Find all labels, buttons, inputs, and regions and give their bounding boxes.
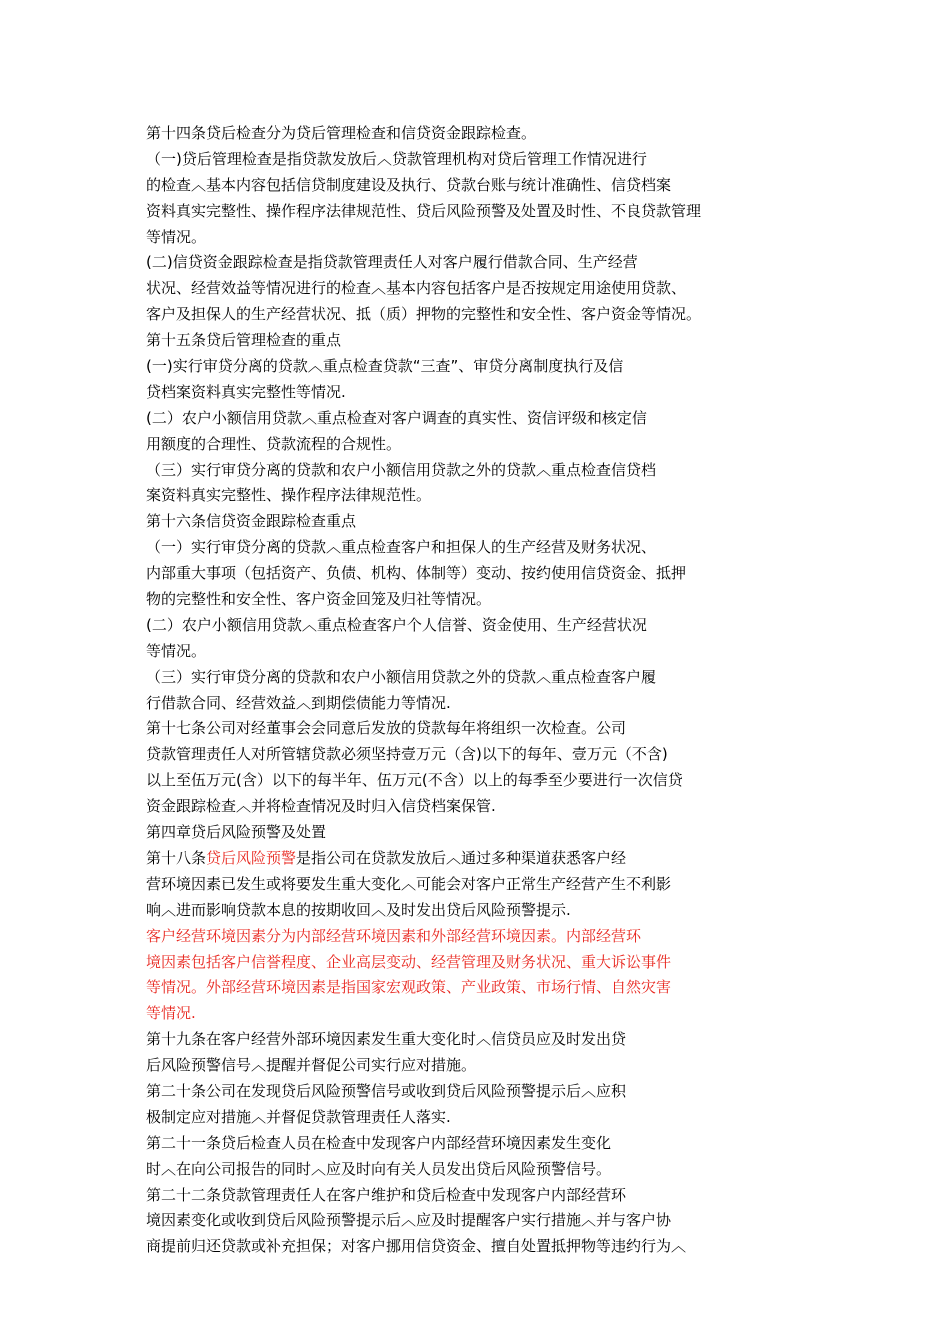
text-line [146, 483, 786, 509]
text-line [146, 250, 786, 276]
text-line [146, 121, 786, 147]
text-segment: 时︿在向公司报告的同时︿应及时向有关人员发出贷后风险预警信号。 [146, 1159, 612, 1178]
text-segment: 后风险预警信号︿提醒并督促公司实行应对措施。 [146, 1056, 477, 1075]
text-segment: （三）实行审贷分离的贷款和农户小额信用贷款之外的贷款︿重点检查信贷档 [146, 460, 657, 479]
text-segment: (一)实行审贷分离的贷款︿重点检查贷款“三查”、审贷分离制度执行及信 [146, 357, 624, 376]
text-line [146, 561, 786, 587]
text-segment: 客户经营环境因素分为内部经营环境因素和外部经营环境因素。内部经营环 [146, 926, 642, 945]
text-line [146, 354, 786, 380]
text-line [146, 535, 786, 561]
text-segment: 第二十二条贷款管理责任人在客户维护和贷后检查中发现客户内部经营环 [146, 1185, 627, 1204]
text-segment: （一）实行审贷分离的贷款︿重点检查客户和担保人的生产经营及财务状况、 [146, 538, 657, 557]
text-line [146, 1234, 786, 1260]
text-line [146, 1079, 786, 1105]
text-line [146, 380, 786, 406]
text-line [146, 794, 786, 820]
text-segment: 贷款管理责任人对所管辖贷款必须坚持壹万元（含)以下的每年、壹万元（不含) [146, 745, 668, 764]
text-segment: 是指公司在贷款发放后︿通过多种渠道获悉客户经 [296, 848, 627, 867]
text-segment: 响︿进而影响贷款本息的按期收回︿及时发出贷后风险预警提示. [146, 900, 571, 919]
text-segment: 境因素包括客户信誉程度、企业高层变动、经营管理及财务状况、重大诉讼事件 [146, 952, 672, 971]
text-line [146, 173, 786, 199]
text-segment: 的检查︿基本内容包括信贷制度建设及执行、贷款台账与统计准确性、信贷档案 [146, 175, 672, 194]
text-segment: (二）农户小额信用贷款︿重点检查对客户调查的真实性、资信评级和核定信 [146, 408, 647, 427]
text-segment: (二）农户小额信用贷款︿重点检查客户个人信誉、资金使用、生产经营状况 [146, 615, 647, 634]
text-line [146, 302, 786, 328]
text-line [146, 924, 786, 950]
text-line [146, 742, 786, 768]
text-line [146, 276, 786, 302]
text-segment: 内部重大事项（包括资产、负债、机构、体制等）变动、按约使用信贷资金、抵押 [146, 564, 687, 583]
text-segment: 贷档案资料真实完整性等情况. [146, 382, 346, 401]
text-segment: 行借款合同、经营效益︿到期偿债能力等情况. [146, 693, 451, 712]
text-segment: 状况、经营效益等情况进行的检查︿基本内容包括客户是否按规定用途使用贷款、 [146, 279, 687, 298]
text-line [146, 1105, 786, 1131]
text-segment: （三）实行审贷分离的贷款和农户小额信用贷款之外的贷款︿重点检查客户履 [146, 667, 657, 686]
text-segment: 极制定应对措施︿并督促贷款管理责任人落实. [146, 1107, 451, 1126]
text-segment: 第十四条贷后检查分为贷后管理检查和信贷资金跟踪检查。 [146, 124, 537, 142]
text-line [146, 665, 786, 691]
text-segment: 第十九条在客户经营外部环境因素发生重大变化时︿信贷员应及时发出贷 [146, 1030, 627, 1049]
text-line [146, 1053, 786, 1079]
text-segment: 第二十一条贷后检查人员在检查中发现客户内部经营环境因素发生变化 [146, 1133, 612, 1152]
text-segment: 营环境因素已发生或将要发生重大变化︿可能会对客户正常生产经营产生不利影 [146, 874, 672, 893]
text-line [146, 1183, 786, 1209]
text-line [146, 587, 786, 613]
text-line [146, 458, 786, 484]
text-line [146, 432, 786, 458]
text-line [146, 1157, 786, 1183]
text-segment: 第十七条公司对经董事会会同意后发放的贷款每年将组织一次检查。公司 [146, 719, 627, 738]
text-line [146, 1131, 786, 1157]
text-line [146, 1027, 786, 1053]
text-segment: 等情况。 [146, 641, 207, 660]
text-segment: 第十八条 [146, 848, 207, 867]
text-line [146, 898, 786, 924]
text-segment: 用额度的合理性、贷款流程的合规性。 [146, 434, 402, 453]
text-segment: 第十六条信贷资金跟踪检查重点 [146, 512, 357, 531]
text-segment: 等情况。外部经营环境因素是指国家宏观政策、产业政策、市场行情、自然灾害 [146, 978, 672, 997]
text-segment: 物的完整性和安全性、客户资金回笼及归社等情况。 [146, 590, 492, 609]
text-line [146, 199, 786, 225]
text-segment: 商提前归还贷款或补充担保；对客户挪用信贷资金、擅自处置抵押物等违约行为︿ [146, 1237, 687, 1256]
text-segment: 客户及担保人的生产经营状况、抵（质）押物的完整性和安全性、客户资金等情况。 [146, 305, 702, 324]
text-line [146, 509, 786, 535]
text-segment: 第十五条贷后管理检查的重点 [146, 331, 342, 350]
text-line [146, 872, 786, 898]
text-segment: 以上至伍万元(含）以下的每半年、伍万元(不含）以上的每季至少要进行一次信贷 [146, 771, 683, 790]
text-line [146, 1001, 786, 1027]
text-segment: 第二十条公司在发现贷后风险预警信号或收到贷后风险预警提示后︿应积 [146, 1081, 627, 1100]
text-segment: （一)贷后管理检查是指贷款发放后︿贷款管理机构对贷后管理工作情况进行 [146, 149, 647, 168]
text-segment: 第四章贷后风险预警及处置 [146, 823, 327, 842]
text-line [146, 639, 786, 665]
text-line [146, 225, 786, 251]
text-line [146, 1208, 786, 1234]
text-line [146, 147, 786, 173]
text-line [146, 716, 786, 742]
text-segment: 资料真实完整性、操作程序法律规范性、贷后风险预警及处置及时性、不良贷款管理 [146, 201, 702, 220]
text-line [146, 820, 786, 846]
text-segment: 案资料真实完整性、操作程序法律规范性。 [146, 486, 432, 505]
document-body [146, 121, 786, 1260]
text-line [146, 328, 786, 354]
text-line [146, 768, 786, 794]
text-segment: (二)信贷资金跟踪检查是指贷款管理责任人对客户履行借款合同、生产经营 [146, 253, 638, 272]
text-segment: 资金跟踪检查︿并将检查情况及时归入信贷档案保管. [146, 797, 496, 816]
text-segment: 等情况. [146, 1004, 196, 1023]
text-line [146, 846, 786, 872]
text-line [146, 691, 786, 717]
text-segment: 等情况。 [146, 227, 207, 246]
text-line [146, 406, 786, 432]
text-line [146, 950, 786, 976]
text-segment: 贷后风险预警 [206, 848, 297, 867]
text-line [146, 613, 786, 639]
text-segment: 境因素变化或收到贷后风险预警提示后︿应及时提醒客户实行措施︿并与客户协 [146, 1211, 672, 1230]
text-line [146, 975, 786, 1001]
